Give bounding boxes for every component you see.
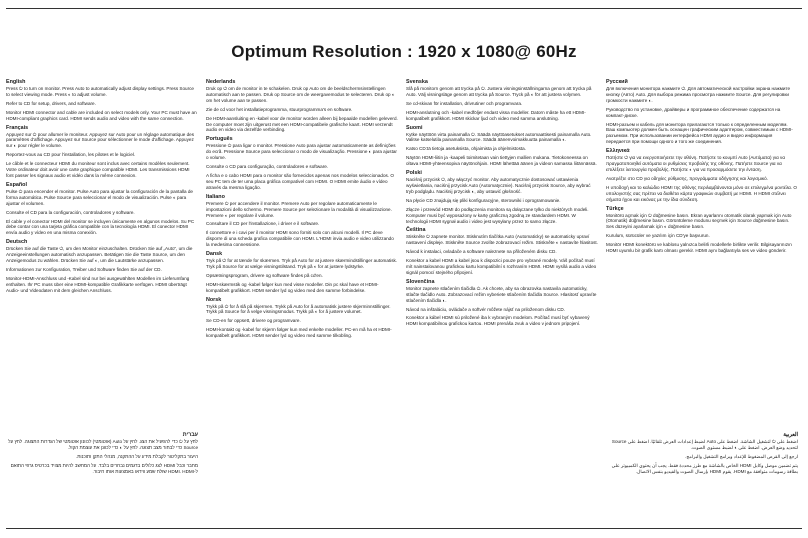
- section-heading: English: [6, 79, 26, 85]
- section-paragraph: De HDMI-aansluiting en -kabel voor de monitor worden alleen bij bepaalde modellen geleverd. De computer moet zijn uitgerust met een HDMI-compatibele grafische kaart. HDMI verzendt audio en video via dezelfde verbinding.: [206, 115, 398, 133]
- language-section: [406, 227, 598, 275]
- hebrew-paragraph: לחץ על ⏻ כדי להפעיל את הצג. לחץ על Auto (אוטומטי) לכוונון אוטומטי של הגדרות התצוגה. לחץ על Source כדי לבחור מצב תצוגה. לחץ על ◐ כדי לכוונן את עוצמת הקול.: [8, 439, 198, 450]
- section-paragraph: Naciśnij przycisk ⏻, aby włączyć monitor. Aby automatycznie dostosować ustawienia wyświetlania, naciśnij przycisk Auto (Automatycznie). Naciśnij przycisk Source, aby wybrać tryb podglądu. Naciśnij przycisk ◐, aby ustawić głośność.: [406, 177, 591, 194]
- language-section: [406, 79, 598, 122]
- language-section: [406, 170, 598, 224]
- section-paragraph: Stiskněte ⏻ zapnete monitor. Stisknutím tlačítka Auto (Automaticky) se automaticky upraví nastavení displeje. Stiskněte Source zvolíte zobrazovací režim. Stiskněte ◐ nastavíte hlasitost.: [406, 234, 598, 246]
- section-paragraph: Zie de cd voor het installatieprogramma, stuurprogramma's en software.: [206, 106, 353, 112]
- section-paragraph: Appuyez sur ⏻ pour allumer le moniteur. Appuyez sur Auto pour un réglage automatique des paramètres d'affichage. Appuyez sur Source pour sélectionner le mode d'affichage. Appuyez sur ◐ pour régler le volume.: [6, 131, 195, 149]
- section-paragraph: Premere ⏻ per accendere il monitor. Premere Auto per regolare automaticamente le impostazioni dello schermo. Premere Source per selezionare la modalità di visualizzazione. Premere ◐ per regolare il volume.: [206, 200, 392, 218]
- section-paragraph: Reportez-vous au CD pour l'installation, les pilotes et le logiciel.: [6, 152, 136, 158]
- page-title: Optimum Resolution : 1920 x 1080@ 60Hz: [231, 42, 577, 61]
- section-paragraph: Kurulum, sürücüler ve yazılım için CD'ye başvurun.: [606, 233, 710, 239]
- section-paragraph: Monitor HDMI connector and cable are included on select models only. Your PC must have an HDMI-compliant graphics card. HDMI sends audio and video with the same connection.: [6, 109, 197, 121]
- section-heading: Deutsch: [6, 239, 28, 246]
- section-heading: Dansk: [206, 251, 223, 258]
- language-section: [206, 79, 398, 133]
- top-rule: [6, 8, 802, 9]
- section-paragraph: Pressione ⏻ para ligar o monitor. Pressione Auto para ajustar automaticamente as definições do ecrã. Pressione Source para seleccionar o modo de visualização. Pressione ◐ para ajustar o volume.: [206, 143, 397, 161]
- section-paragraph: Trykk på ⏻ for å slå på skjermen. Trykk på Auto for å automatisk justere skjerminnstillinger. Trykk på Source for å velge visningsmodus. Trykk på ◐ for å justere volumet.: [206, 303, 391, 315]
- section-paragraph: Návod k instalaci, ovladače a software naleznete na přiloženém disku CD.: [406, 249, 557, 255]
- section-heading: Polski: [406, 170, 422, 177]
- section-paragraph: Ανατρέξτε στο CD για οδηγίες ρύθμισης, προγράμματα οδήγησης και λογισμικό.: [606, 175, 769, 181]
- arabic-paragraph: ارجع إلى القرص المضغوط للإعداد وبرامج التشغيل والبرامج.: [685, 453, 798, 459]
- section-paragraph: El cable y el conector HDMI del monitor se incluyen únicamente en algunos modelos. Su PC debe contar con una tarjeta gráfica compatible con la tecnología HDMI. El conector HDMI envía audio y vídeo en una misma conexión.: [6, 218, 195, 236]
- section-heading: Čeština: [406, 227, 426, 234]
- section-paragraph: Näytön HDMI-liitin ja -kaapeli toimitetaan vain tiettyjen mallien mukana. Tietokoneessa on oltava HDMI-yhteensopiva näytönohjain. HDMI lähettää äänen ja videon samassa liitännässä.: [406, 155, 597, 167]
- hebrew-section: [6, 432, 198, 478]
- language-section: [6, 182, 198, 236]
- section-paragraph: Návod na inštaláciu, ovládače a softvér môžete nájsť na priloženom disku CD.: [406, 306, 566, 312]
- section-heading: Svenska: [406, 79, 428, 85]
- section-paragraph: HDMI-разъем и кабель для монитора прилагаются только к определенным моделям. Ваш компьютер должен быть оснащен графическим адаптером, совместимым с HDMI-разъемом. При использовании интерфейса HDMI аудио и видео информация передается при помощи одного и того же соединения.: [606, 121, 793, 145]
- arabic-paragraph: اضغط على ⏻ لتشغيل الشاشة. اضغط على Auto لضبط إعدادات العرض تلقائيًا. اضغط على Source لتحديد وضع العرض. اضغط على ◐ لضبط مستوى الصوت.: [611, 439, 798, 450]
- section-heading: Español: [6, 181, 27, 188]
- section-paragraph: Le câble et le connecteur HDMI du moniteur sont inclus avec certains modèles seulement. Votre ordinateur doit avoir une carte graphique compatible HDMI. Les transmissions HDMI font passer les signaux audio et vidéo dans la même connexion.: [6, 161, 190, 178]
- section-paragraph: HDMI-anslutning och -kabel medföljer endast vissa modeller. Datorn måste ha ett HDMI-kompatibelt grafikkort. HDMI skickar ljud och video med samma anslutning.: [406, 109, 586, 121]
- section-heading: Slovenčina: [406, 278, 435, 285]
- hebrew-heading: עברית: [182, 432, 198, 438]
- section-heading: Français: [6, 124, 29, 131]
- section-paragraph: Kytke näyttöön virta painamalla ⏻. Säädä näyttöasetukset automaattisesti painamalla Auto. Valitse katselutila painamalla Source. Säädä äänenvoimakkuutta painamalla ◐.: [406, 131, 592, 143]
- section-paragraph: A ficha e o cabo HDMI para o monitor são fornecidos apenas nos modelos seleccionados. O seu PC tem de ter uma placa gráfica compatível com HDMI. O HDMI emite áudio e vídeo através da mesma ligação.: [206, 172, 394, 190]
- section-paragraph: Konektor a kabel HDMI a kabel jsou k dispozici pouze pro vybrané modely. Váš počítač musí mít nainstalovanou grafickou kartu kompatibilní s rozhraním HDMI. HDMI vysílá audio a video signál pomocí stejného připojení.: [406, 258, 597, 275]
- section-paragraph: Pulse ⏻ para encender el monitor. Pulse Auto para ajustar la configuración de la pantalla de forma automática. Pulse Source para seleccionar el modo de visualización. Pulse ◐ para ajustar el volumen.: [6, 188, 193, 206]
- section-paragraph: Monitörü açmak için ⏻ düğmesine basın. Ekran ayarlarını otomatik olarak yapmak için Auto (Otomatik) düğmesine basın. Görüntüleme modunu seçmek için Source düğmesine basın. Ses düzeyini ayarlamak için ◐ düğmesine basın.: [606, 212, 792, 230]
- arabic-paragraph: يتم تضمين موصل وكابل HDMI الخاص بالشاشة مع طرز محددة فقط. يجب أن يحتوي الكمبيوتر على بطاقة رسومات متوافقة مع HDMI. يقوم HDMI بإرسال الصوت والفيديو بنفس الاتصال.: [611, 462, 798, 474]
- language-section: [206, 297, 398, 340]
- section-heading: Norsk: [206, 296, 222, 303]
- section-paragraph: Slå på monitorn genom att trycka på ⏻. Justera visningsinställningarna genom att trycka på Auto. Välj visningsläge genom att trycka på Source. Tryck på ◐ för att justera volymen.: [406, 86, 592, 97]
- language-section: [6, 239, 198, 293]
- section-paragraph: Konektor a kábel HDMI sú priložené iba k vybraným modelom. Počítač musí byť vybavený HDMI kompatibilnou grafickou kartou. HDMI prenáša zvuk a video v jednom pripojení.: [406, 315, 590, 327]
- language-section: [606, 206, 798, 254]
- section-paragraph: Na płycie CD znajdują się pliki konfiguracyjne, sterowniki i oprogramowanie.: [406, 197, 561, 203]
- bottom-rule: [6, 528, 802, 529]
- section-paragraph: Monitor zapnete stlačením tlačidla ⏻. Ak chcete, aby sa obrazovka nastavila automaticky, stlačte tlačidlo Auto. Zobrazovací režim vyberiete stlačením tlačidla Source. Hlasitosť upravíte stlačením tlačidla ◐.: [406, 285, 597, 303]
- column-2: [206, 78, 398, 342]
- section-paragraph: Press ⏻ to turn on monitor. Press Auto to automatically adjust display settings. Press Source to select viewing mode. Press ◐ to adjust volume.: [6, 86, 194, 97]
- section-paragraph: Πατήστε ⏻ για να ενεργοποιήσετε την οθόνη. Πατήστε το κουμπί Auto (Αυτόματα) για να πραγματοποιηθεί αυτόματα οι ρυθμίσεις προβολής της οθόνης. Πατήστε Source για να επιλέξετε λειτουργία προβολής. Πατήστε ◐ για να προσαρμόσετε την ένταση.: [606, 155, 786, 172]
- arabic-section: [606, 432, 798, 478]
- section-heading: Русский: [606, 79, 628, 85]
- section-paragraph: Druk op ⏻ om de monitor in te schakelen. Druk op Auto om de beeldschermsinstellingen automatisch aan te passen. Druk op Source om de weergavemodus te selecteren. Druk op ◐ om het volume aan te passen.: [206, 86, 395, 103]
- section-paragraph: Consulte el CD para la configuración, controladores y software.: [6, 209, 135, 215]
- section-heading: Italiano: [206, 193, 225, 200]
- section-paragraph: Drücken Sie auf die Taste ⏻, um den Monitor einzuschalten. Drücken Sie auf „Auto“, um die Anzeigeeinstellungen automatisch anzupassen. Betätigen Sie die Taste Source, um den Anzeigemodus zu wählen. Drücken Sie auf ◐, um die Lautstärke anzupassen.: [6, 246, 193, 264]
- language-section: [206, 194, 398, 248]
- section-paragraph: HDMI-kontakt og -kabel for skjerm følger kun med enkelte modeller. PC-en må ha et HDMI-kompatibelt grafikkort. HDMI sender lyd og video med samme tilkobling.: [206, 327, 392, 339]
- section-paragraph: Monitör HDMI konektörü ve kablosu yalnızca belirli modellerle birlikte verilir. Bilgisayarınızın HDMI uyumlu bir grafik kartı olması gerekir. HDMI aynı bağlantıyla ses ve video gönderir.: [606, 242, 792, 254]
- section-paragraph: Η υποδοχή και το καλώδιο HDMI της οθόνης περιλαμβάνονται μόνο σε επιλεγμένα μοντέλα. Ο υπολογιστής σας πρέπει να διαθέτει κάρτα γραφικών συμβατή με HDMI. Η HDMI στέλνει σήματα ήχου και εικόνας με την ίδια σύνδεση.: [606, 184, 797, 202]
- hebrew-paragraph: היעזר בתקליטור לקבלת מידע על ההתקנה, מנהלי התקן ותוכנות.: [75, 453, 198, 459]
- section-paragraph: Руководство по установке, драйверы и программное обеспечение содержатся на компакт-диске.: [606, 106, 781, 118]
- section-heading: Nederlands: [206, 79, 236, 85]
- section-paragraph: Katso CD:tä tietoja asetuksista, ohjaimista ja ohjelmistosta.: [406, 146, 527, 152]
- column-4: [606, 78, 798, 257]
- section-paragraph: Il connettore e i cavi per il monitor HDMI sono forniti solo con alcuni modelli. Il PC deve disporre di una scheda grafica compatibile con HDMI. L'HDMI invia audio e video utilizzando la medesima connessione.: [206, 230, 394, 248]
- section-paragraph: Consulte o CD para configuração, controladores e software.: [206, 164, 329, 170]
- column-3: [406, 78, 598, 330]
- arabic-heading: العربية: [783, 432, 798, 438]
- section-paragraph: Informationen zur Konfiguration, Treiber und Software finden Sie auf der CD.: [6, 266, 162, 272]
- language-section: [406, 125, 598, 168]
- language-section: [206, 251, 398, 294]
- language-section: [6, 79, 198, 122]
- language-section: [206, 136, 398, 190]
- hebrew-paragraph: מחבר וכבל HDMI לצג כלולים בדגמים נבחרים בלבד. על המחשב להיות מצויד בכרטיס גרפי התואם ל-HDMI. HDMI שולח שמע ווידאו באמצעות אותו חיבור.: [10, 462, 198, 474]
- section-paragraph: HDMI-skærmstik og -kabel følger kun med visse modeller. Din pc skal have et HDMI-kompatibelt grafikkort. HDMI sender lyd og video med den samme forbindelse.: [206, 281, 379, 293]
- section-paragraph: Monitor-HDMI-Anschluss und -Kabel sind nur bei ausgewählten Modellen im Lieferumfang enthalten. Ihr PC muss über eine HDMI-kompatible Grafikkarte verfügen. HDMI überträgt Audio- und Videodaten mit dem gleichen Anschluss.: [6, 275, 190, 293]
- section-paragraph: Для включения монитора нажмите ⏻. Для автоматической настройки экрана нажмите кнопку (Авто) Auto. Для выбора режима просмотра нажмите Source. Для регулировки громкости нажмите ◐.: [606, 86, 791, 103]
- section-paragraph: Se CD-en for oppsett, drivere og programvare.: [206, 318, 301, 324]
- section-paragraph: Refer to CD for setup, drivers, and software.: [6, 100, 96, 106]
- section-paragraph: Consultare il CD per l'installazione, i driver e il software.: [206, 221, 320, 227]
- column-1: [6, 78, 198, 297]
- section-paragraph: Opsætningsprogram, drivere og software findes på cd'en.: [206, 272, 323, 278]
- language-section: [6, 125, 198, 179]
- language-section: [406, 279, 598, 327]
- section-heading: Português: [206, 136, 233, 143]
- section-heading: Ελληνικά: [606, 148, 630, 155]
- section-paragraph: Se cd-skivan för installation, drivrutiner och programvara.: [406, 100, 523, 106]
- section-heading: Türkçe: [606, 205, 624, 212]
- language-section: [606, 148, 798, 202]
- section-paragraph: Złącze i przewód HDMI do podłączenia monitora są dołączane tylko do niektórych modeli. Komputer musi być wyposażony w kartę graficzną zgodną ze standardem HDMI. W technologii HDMI sygnał audio i video jest wysyłany przez to samo złącze.: [406, 206, 589, 224]
- section-heading: Suomi: [406, 124, 423, 131]
- language-section: [606, 79, 798, 145]
- section-paragraph: Tryk på ⏻ for at tænde for skærmen. Tryk på Auto for at justere skærmindstillinger automatisk. Tryk på Source for at vælge visningstilstand. Tryk på ◐ for at justere lydstyrke.: [206, 258, 398, 269]
